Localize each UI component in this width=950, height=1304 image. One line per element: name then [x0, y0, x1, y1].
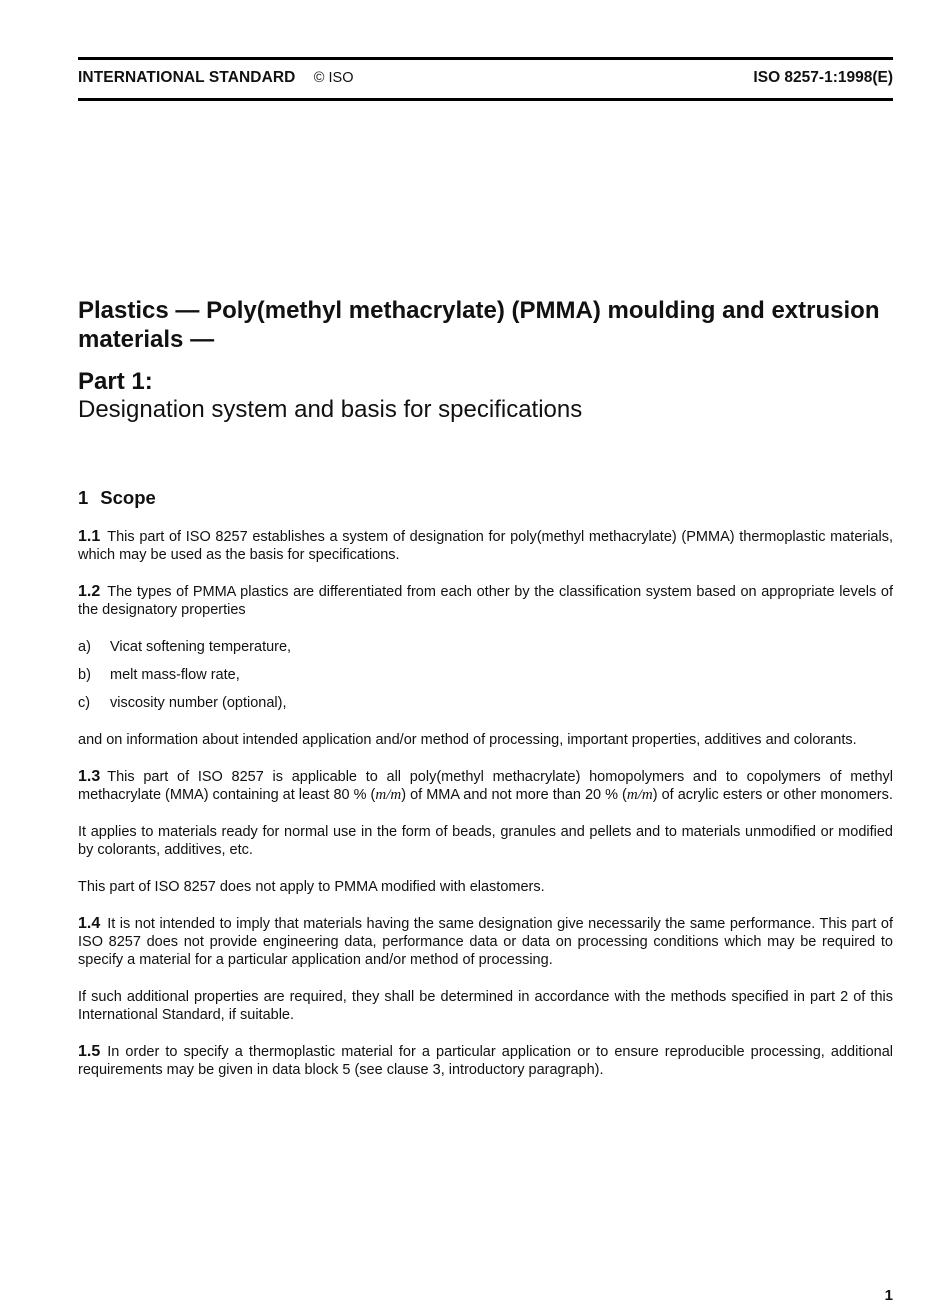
section-title: Scope: [100, 487, 156, 508]
clause-text: This part of ISO 8257 establishes a system of designation for poly(methyl methacrylate) (PMMA) thermoplastic materials, which may be used as the basis for specifications.: [78, 529, 893, 563]
list-item: [78, 666, 893, 684]
page-number: 1: [884, 1287, 893, 1304]
title-block: [78, 296, 893, 424]
part-subtitle: Designation system and basis for specifications: [78, 396, 583, 423]
clause-1-4: [78, 915, 893, 969]
clause-text: It is not intended to imply that materials having the same designation give necessarily the same performance. This part of ISO 8257 does not provide engineering data, performance data or data on processing conditions which may be required to specify a material for a particular application and/or method of processing.: [78, 916, 893, 968]
list-item-text: melt mass-flow rate,: [110, 667, 240, 683]
mass-fraction-unit: m/m: [626, 787, 653, 803]
header-bottom-rule: [78, 98, 893, 101]
clause-1-2-continuation: and on information about intended application and/or method of processing, important properties, additives and colorants.: [78, 732, 857, 748]
clause-1-2: [78, 583, 893, 619]
list-item: [78, 694, 893, 712]
clause-number: 1.4: [78, 915, 101, 932]
body-content: [78, 486, 893, 1098]
clause-1-5: [78, 1043, 893, 1079]
header-left: [78, 69, 353, 87]
clause-1-3-paragraph-2: It applies to materials ready for normal use in the form of beads, granules and pellets and to materials unmodified or modified by colorants, additives, etc.: [78, 824, 893, 858]
clause-text-part-b: ) of MMA and not more than 20 % (: [401, 787, 627, 803]
list-marker: b): [78, 667, 91, 683]
list-marker: a): [78, 639, 91, 655]
part-label: Part 1:: [78, 368, 153, 395]
clause-1-3-paragraph-3: This part of ISO 8257 does not apply to PMMA modified with elastomers.: [78, 879, 545, 895]
clause-number: 1.2: [78, 583, 101, 600]
list-item-text: Vicat softening temperature,: [110, 639, 292, 655]
document-page: [78, 0, 893, 1302]
clause-text-part-a: This part of ISO 8257 is applicable to all poly(methyl methacrylate) homopolymers and to copolymers of methyl methacrylate (MMA) containing at least 80 % (: [78, 769, 893, 803]
clause-number: 1.5: [78, 1043, 101, 1060]
clause-text-part-c: ) of acrylic esters or other monomers.: [652, 787, 893, 803]
copyright-label: © ISO: [313, 70, 354, 86]
clause-1-1: [78, 528, 893, 564]
list-item: [78, 638, 893, 656]
list-item-text: viscosity number (optional),: [110, 695, 287, 711]
document-title: Plastics — Poly(methyl methacrylate) (PMMA) moulding and extrusion materials —: [78, 297, 880, 353]
clause-text: In order to specify a thermoplastic material for a particular application or to ensure reproducible processing, additional requirements may be given in data block 5 (see clause 3, introductory paragraph).: [78, 1044, 893, 1078]
section-number: 1: [78, 487, 89, 508]
clause-text: The types of PMMA plastics are differentiated from each other by the classification system based on appropriate levels of the designatory properties: [78, 584, 893, 618]
clause-number: 1.3: [78, 768, 101, 785]
clause-number: 1.1: [78, 528, 101, 545]
mass-fraction-unit: m/m: [375, 787, 402, 803]
list-marker: c): [78, 695, 91, 711]
clause-1-4-paragraph-2: If such additional properties are required, they shall be determined in accordance with the methods specified in part 2 of this International Standard, if suitable.: [78, 989, 893, 1023]
standard-label: INTERNATIONAL STANDARD: [78, 69, 296, 86]
document-id: ISO 8257-1:1998(E): [753, 69, 893, 86]
header-top-rule: [78, 57, 893, 60]
designatory-properties-list: [78, 638, 893, 712]
section-heading-scope: [78, 486, 893, 510]
clause-1-3: [78, 768, 893, 804]
